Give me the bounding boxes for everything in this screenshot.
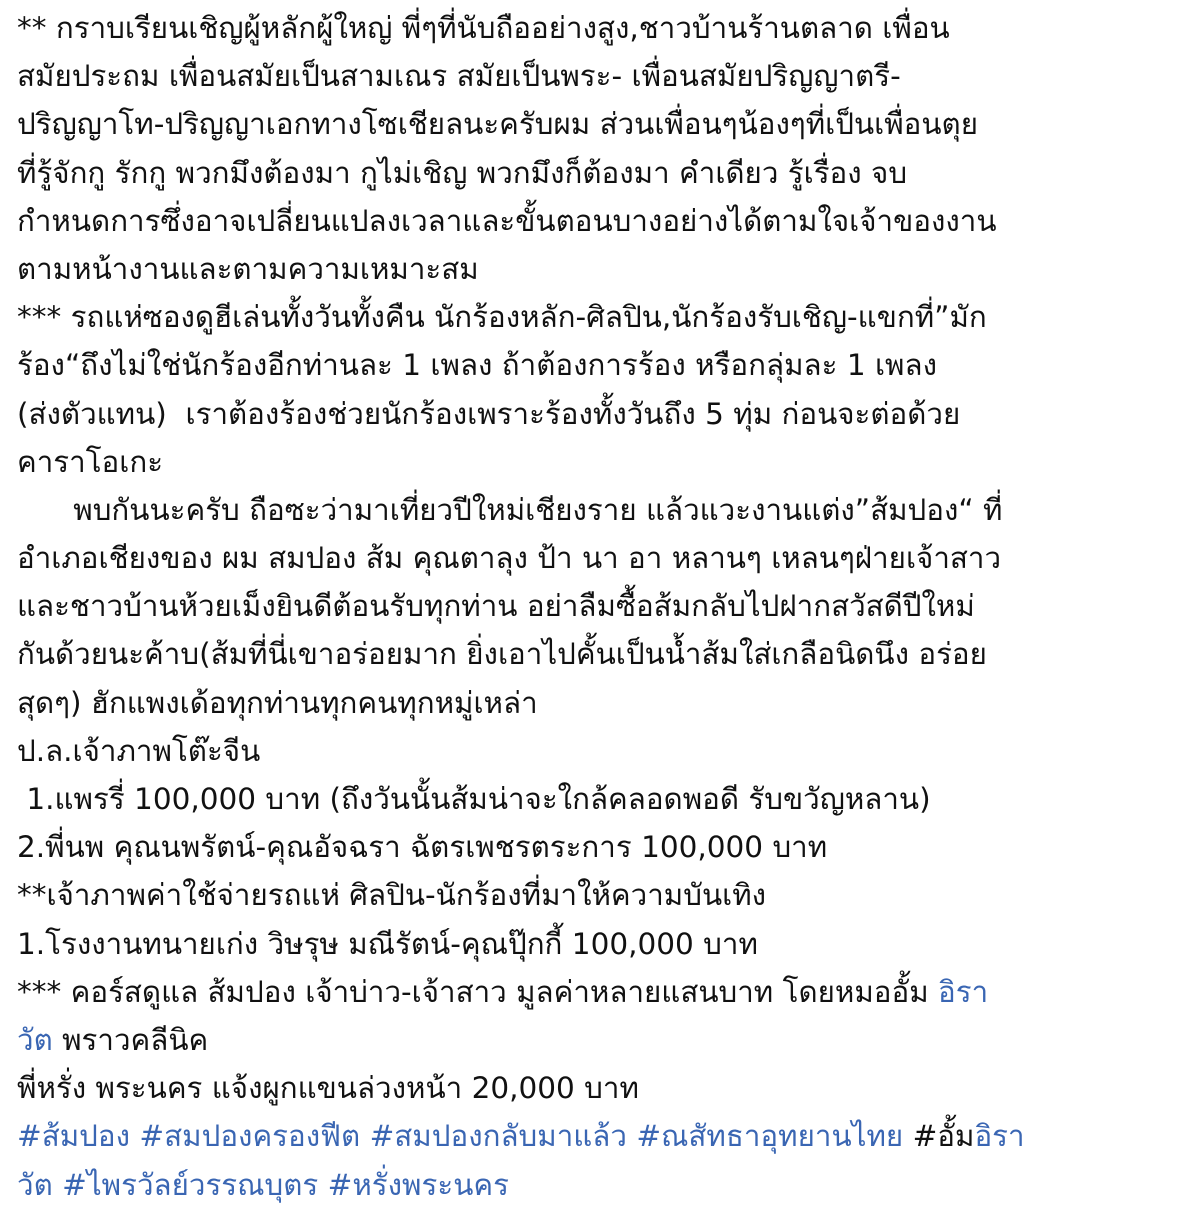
post-text <box>318 1168 327 1202</box>
post-line <box>17 775 1167 823</box>
post-text: อำเภอเชียงของ ผม สมปอง ส้ม คุณตาลุง ป้า นา อา หลานๆ เหลนๆฝ่ายเจ้าสาว <box>17 541 1002 576</box>
hashtag-link[interactable]: #ณสัทธาอุทยานไทย <box>636 1119 904 1154</box>
hashtag-link[interactable]: #ไพรวัลย์วรรณบุตร <box>62 1167 319 1202</box>
post-line <box>17 727 1167 775</box>
post-text: 1.แพรรี่ 100,000 บาท (ถึงวันนั้นส้มน่าจะใกล้คลอดพอดี รับขวัญหลาน) <box>17 782 931 816</box>
post-text: คาราโอเกะ <box>17 444 164 479</box>
post-line <box>17 630 1167 678</box>
post-line <box>17 293 1167 341</box>
post-line <box>17 920 1167 968</box>
post-text: พบกันนะครับ ถือซะว่ามาเที่ยวปีใหม่เชียงราย แล้วแวะงานแต่ง”ส้มปอง“ ที่ <box>17 492 1003 527</box>
post-line <box>17 149 1167 197</box>
hashtag-link[interactable]: #สมปองกลับมาแล้ว <box>369 1119 627 1154</box>
post-body <box>17 4 1167 1209</box>
post-text: *** รถแห่ซองดูฮีเล่นทั้งวันทั้งคืน นักร้องหลัก-ศิลปิน,นักร้องรับเชิญ-แขกที่”มัก <box>17 300 987 335</box>
hashtag-link[interactable]: อิรา <box>938 974 989 1009</box>
post-line <box>17 390 1167 438</box>
hashtag-link[interactable]: วัต <box>17 1167 53 1202</box>
post-text: **เจ้าภาพค่าใช้จ่ายรถแห่ ศิลปิน-นักร้องที่มาให้ความบันเทิง <box>17 878 767 913</box>
post-line <box>17 1016 1167 1064</box>
hashtag-link[interactable]: อิรา <box>974 1119 1025 1154</box>
post-text: กำหนดการซึ่งอาจเปลี่ยนแปลงเวลาและขั้นตอนบางอย่างได้ตามใจเจ้าของงาน <box>17 203 997 238</box>
post-line <box>17 52 1167 100</box>
post-text: ตามหน้างานและตามความเหมาะสม <box>17 251 479 286</box>
post-line <box>17 197 1167 245</box>
post-text: สมัยประถม เพื่อนสมัยเป็นสามเณร สมัยเป็นพระ- เพื่อนสมัยปริญญาตรี- <box>17 59 901 94</box>
post-line <box>17 968 1167 1016</box>
post-text: พี่หรั่ง พระนคร แจ้งผูกแขนล่วงหน้า 20,000 บาท <box>17 1071 639 1106</box>
post-text: สุดๆ) ฮักแพงเด้อทุกท่านทุกคนทุกหมู่เหล่า <box>17 685 538 720</box>
post-text: 1.โรงงานทนายเก่ง วิษรุษ มณีรัตน์-คุณปุ๊กกี้ 100,000 บาท <box>17 926 758 961</box>
post-line <box>17 100 1167 148</box>
post-text <box>53 1168 62 1202</box>
post-text: #อั้ม <box>903 1119 975 1154</box>
post-text: พราวคลีนิค <box>52 1022 209 1057</box>
post-text: 2.พี่นพ คุณนพรัตน์-คุณอัจฉรา ฉัตรเพชรตระการ 100,000 บาท <box>17 830 828 865</box>
post-line <box>17 1064 1167 1112</box>
post-line <box>17 582 1167 630</box>
post-text: ที่รู้จักกู รักกู พวกมึงต้องมา กูไม่เชิญ พวกมึงก็ต้องมา คำเดียว รู้เรื่อง จบ <box>17 155 908 190</box>
post-line <box>17 679 1167 727</box>
hashtag-link[interactable]: วัต <box>17 1022 53 1057</box>
post-line <box>17 871 1167 919</box>
post-line <box>17 438 1167 486</box>
post-line <box>17 341 1167 389</box>
post-text: (ส่งตัวแทน) เราต้องร้องช่วยนักร้องเพราะร้องทั้งวันถึง 5 ทุ่ม ก่อนจะต่อด้วย <box>17 396 961 431</box>
post-line <box>17 4 1167 52</box>
post-text <box>627 1119 636 1153</box>
post-line <box>17 486 1167 534</box>
post-text: กันด้วยนะค้าบ(ส้มที่นี่เขาอร่อยมาก ยิ่งเอาไปคั้นเป็นน้ำส้มใส่เกลือนิดนึง อร่อย <box>17 637 987 672</box>
post-text: *** คอร์สดูแล ส้มปอง เจ้าบ่าว-เจ้าสาว มูลค่าหลายแสนบาท โดยหมออั้ม <box>17 974 939 1009</box>
post-line <box>17 1161 1167 1209</box>
hashtag-link[interactable]: #ส้มปอง <box>17 1119 131 1154</box>
post-text: ร้อง“ถึงไม่ใช่นักร้องอีกท่านละ 1 เพลง ถ้าต้องการร้อง หรือกลุ่มละ 1 เพลง <box>17 348 937 383</box>
post-text: ** กราบเรียนเชิญผู้หลักผู้ใหญ่ พี่ๆที่นับถืออย่างสูง,ชาวบ้านร้านตลาด เพื่อน <box>17 11 950 45</box>
post-text <box>360 1119 369 1153</box>
post-line <box>17 1112 1167 1160</box>
post-line <box>17 534 1167 582</box>
hashtag-link[interactable]: #สมปองครองฟีต <box>139 1119 361 1154</box>
post-line <box>17 245 1167 293</box>
post-text: ปริญญาโท-ปริญญาเอกทางโซเชียลนะครับผม ส่วนเพื่อนๆน้องๆที่เป็นเพื่อนตุย <box>17 107 978 142</box>
post-text <box>130 1119 139 1153</box>
hashtag-link[interactable]: #หรั่งพระนคร <box>327 1167 509 1202</box>
post-text: และชาวบ้านห้วยเม็งยินดีต้อนรับทุกท่าน อย่าลืมซื้อส้มกลับไปฝากสวัสดีปีใหม่ <box>17 589 975 624</box>
post-line <box>17 823 1167 871</box>
post-text: ป.ล.เจ้าภาพโต๊ะจีน <box>17 733 261 768</box>
